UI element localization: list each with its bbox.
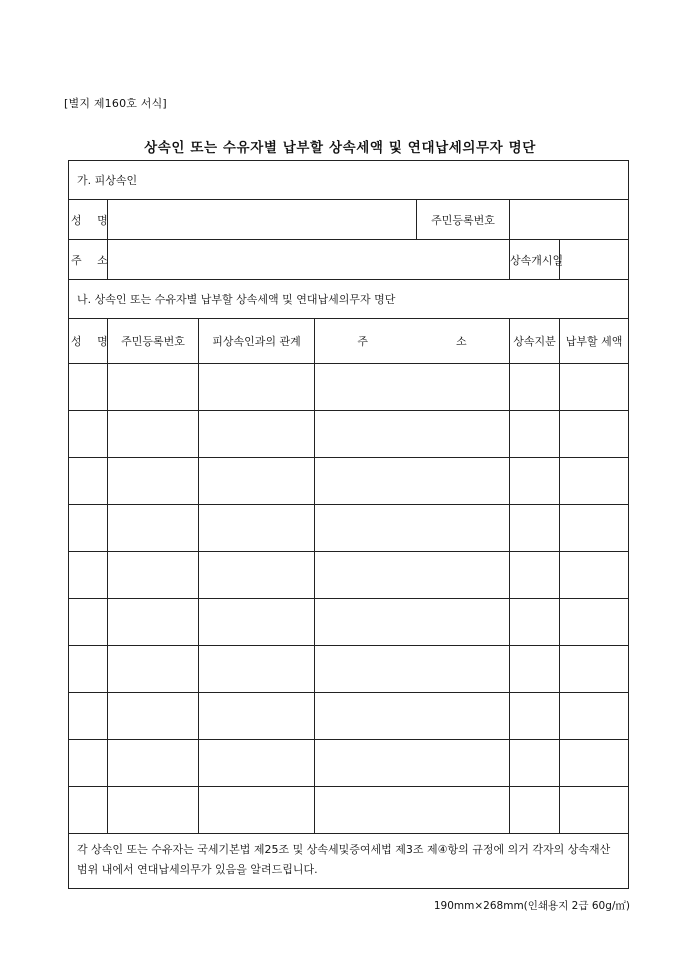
heir-relation-cell[interactable] bbox=[199, 458, 315, 505]
form-title: 상속인 또는 수유자별 납부할 상속세액 및 연대납세의무자 명단 bbox=[144, 140, 536, 156]
notice-row bbox=[69, 834, 629, 889]
heir-name-cell[interactable] bbox=[69, 693, 108, 740]
heir-share-cell[interactable] bbox=[510, 552, 560, 599]
heir-relation-cell[interactable] bbox=[199, 505, 315, 552]
heir-relation-cell[interactable] bbox=[199, 646, 315, 693]
heir-row bbox=[69, 552, 629, 599]
heir-share-cell[interactable] bbox=[510, 740, 560, 787]
heir-relation-cell[interactable] bbox=[199, 787, 315, 834]
heir-tax-amount-cell[interactable] bbox=[560, 505, 629, 552]
heir-row bbox=[69, 364, 629, 411]
heir-relation-cell[interactable] bbox=[199, 411, 315, 458]
heir-address-cell[interactable] bbox=[315, 787, 510, 834]
heir-address-cell[interactable] bbox=[315, 505, 510, 552]
form-number: [별지 제160호 서식] bbox=[64, 97, 167, 110]
heir-tax-amount-cell[interactable] bbox=[560, 364, 629, 411]
heir-name-cell[interactable] bbox=[69, 364, 108, 411]
decedent-address-field[interactable] bbox=[108, 240, 510, 280]
heir-name-cell[interactable] bbox=[69, 787, 108, 834]
decedent-rrn-field[interactable] bbox=[510, 200, 629, 240]
heirs-table-header bbox=[69, 319, 629, 364]
heir-rrn-cell[interactable] bbox=[108, 552, 199, 599]
column-header-rrn: 주민등록번호 bbox=[108, 319, 199, 364]
heir-name-cell[interactable] bbox=[69, 740, 108, 787]
heir-address-cell[interactable] bbox=[315, 693, 510, 740]
legal-notice: 각 상속인 또는 수유자는 국세기본법 제25조 및 상속세및증여세법 제3조 제④항의 규정에 의거 각자의 상속재산 범위 내에서 연대납세의무가 있음을 알려드립니다. bbox=[69, 834, 629, 889]
heir-tax-amount-cell[interactable] bbox=[560, 599, 629, 646]
heir-rrn-cell[interactable] bbox=[108, 740, 199, 787]
heir-address-cell[interactable] bbox=[315, 646, 510, 693]
heir-relation-cell[interactable] bbox=[199, 693, 315, 740]
column-header-share: 상속지분 bbox=[510, 319, 560, 364]
heir-address-cell[interactable] bbox=[315, 552, 510, 599]
paper-size-note: 190mm×268mm(인쇄용지 2급 60g/㎡) bbox=[433, 900, 630, 912]
heir-tax-amount-cell[interactable] bbox=[560, 787, 629, 834]
heir-name-cell[interactable] bbox=[69, 599, 108, 646]
decedent-address-label: 주 소 bbox=[69, 240, 108, 280]
inheritance-start-date-label: 상속개시일 bbox=[510, 240, 560, 280]
heir-rrn-cell[interactable] bbox=[108, 364, 199, 411]
heir-row bbox=[69, 458, 629, 505]
heir-relation-cell[interactable] bbox=[199, 552, 315, 599]
heir-share-cell[interactable] bbox=[510, 364, 560, 411]
heir-tax-amount-cell[interactable] bbox=[560, 693, 629, 740]
column-header-tax-amount: 납부할 세액 bbox=[560, 319, 629, 364]
heir-share-cell[interactable] bbox=[510, 411, 560, 458]
section-a-heading: 가. 피상속인 bbox=[69, 161, 629, 200]
heir-tax-amount-cell[interactable] bbox=[560, 411, 629, 458]
decedent-name-label: 성 명 bbox=[69, 200, 108, 240]
heir-relation-cell[interactable] bbox=[199, 364, 315, 411]
heir-relation-cell[interactable] bbox=[199, 599, 315, 646]
heir-address-cell[interactable] bbox=[315, 740, 510, 787]
heir-row bbox=[69, 411, 629, 458]
heir-tax-amount-cell[interactable] bbox=[560, 740, 629, 787]
section-a-heading-row bbox=[69, 161, 629, 200]
heir-row bbox=[69, 599, 629, 646]
section-b-heading-row bbox=[69, 280, 629, 319]
decedent-address-row bbox=[69, 240, 629, 280]
heir-tax-amount-cell[interactable] bbox=[560, 458, 629, 505]
column-header-address: 주 소 bbox=[315, 319, 510, 364]
heir-address-cell[interactable] bbox=[315, 599, 510, 646]
heir-address-cell[interactable] bbox=[315, 458, 510, 505]
heir-tax-amount-cell[interactable] bbox=[560, 646, 629, 693]
column-header-relation: 피상속인과의 관계 bbox=[199, 319, 315, 364]
heir-row bbox=[69, 787, 629, 834]
heir-name-cell[interactable] bbox=[69, 552, 108, 599]
heir-rrn-cell[interactable] bbox=[108, 646, 199, 693]
heir-share-cell[interactable] bbox=[510, 646, 560, 693]
heir-rrn-cell[interactable] bbox=[108, 458, 199, 505]
heir-rrn-cell[interactable] bbox=[108, 599, 199, 646]
heir-share-cell[interactable] bbox=[510, 787, 560, 834]
heir-row bbox=[69, 505, 629, 552]
heir-name-cell[interactable] bbox=[69, 646, 108, 693]
heir-share-cell[interactable] bbox=[510, 458, 560, 505]
form-table bbox=[68, 160, 629, 889]
heir-row bbox=[69, 740, 629, 787]
inheritance-start-date-field[interactable] bbox=[560, 240, 629, 280]
heir-row bbox=[69, 693, 629, 740]
decedent-name-field[interactable] bbox=[108, 200, 417, 240]
heir-share-cell[interactable] bbox=[510, 599, 560, 646]
heir-address-cell[interactable] bbox=[315, 364, 510, 411]
decedent-name-row bbox=[69, 200, 629, 240]
heir-share-cell[interactable] bbox=[510, 505, 560, 552]
column-header-name: 성 명 bbox=[69, 319, 108, 364]
heir-row bbox=[69, 646, 629, 693]
heir-name-cell[interactable] bbox=[69, 505, 108, 552]
heir-address-cell[interactable] bbox=[315, 411, 510, 458]
heir-rrn-cell[interactable] bbox=[108, 787, 199, 834]
decedent-rrn-label: 주민등록번호 bbox=[417, 200, 510, 240]
heir-rrn-cell[interactable] bbox=[108, 411, 199, 458]
heir-rrn-cell[interactable] bbox=[108, 505, 199, 552]
heir-name-cell[interactable] bbox=[69, 411, 108, 458]
section-b-heading: 나. 상속인 또는 수유자별 납부할 상속세액 및 연대납세의무자 명단 bbox=[69, 280, 629, 319]
heir-rrn-cell[interactable] bbox=[108, 693, 199, 740]
heirs-table-body bbox=[69, 364, 629, 834]
heir-name-cell[interactable] bbox=[69, 458, 108, 505]
heir-share-cell[interactable] bbox=[510, 693, 560, 740]
heir-relation-cell[interactable] bbox=[199, 740, 315, 787]
heir-tax-amount-cell[interactable] bbox=[560, 552, 629, 599]
